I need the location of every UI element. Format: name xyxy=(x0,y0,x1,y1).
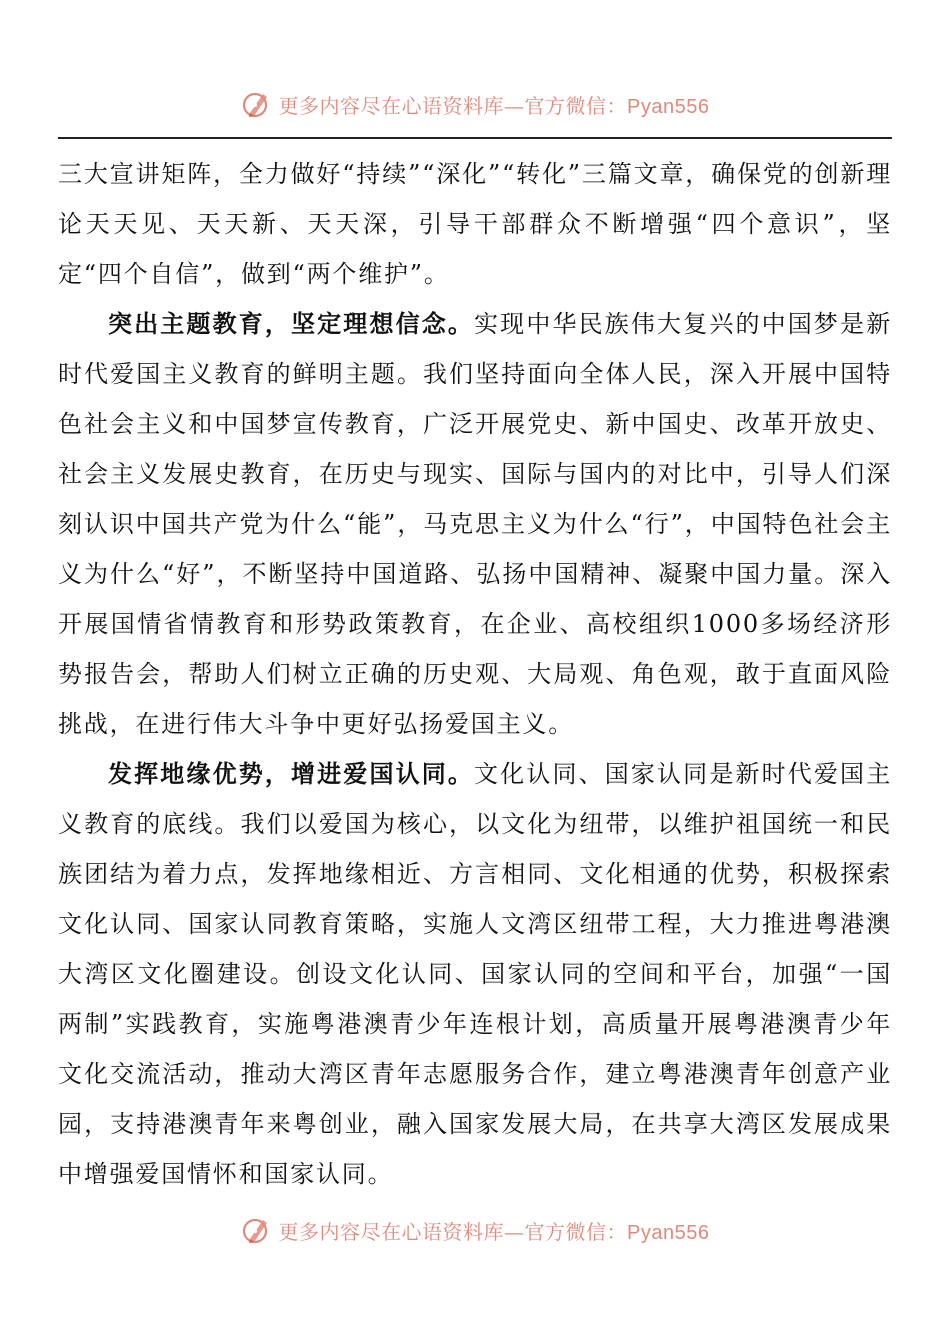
paragraph-text: 实现中华民族伟大复兴的中国梦是新时代爱国主义教育的鲜明主题。我们坚持面向全体人民，深入开展中国特色社会主义和中国梦宣传教育，广泛开展党史、新中国史、改革开放史、社会主义发展史教育，在历史与现实、国际与国内的对比中，引导人们深刻认识中国共产党为什么“能”，马克思主义为什么“行”，中国特色社会主义为什么“好”，不断坚持中国道路、弘扬中国精神、凝聚中国力量。深入开展国情省情教育和形势政策教育，在企业、高校组织1000多场经济形势报告会，帮助人们树立正确的历史观、大局观、角色观，敢于直面风险挑战，在进行伟大斗争中更好弘扬爱国主义。 xyxy=(58,310,892,738)
banner-text xyxy=(279,1216,710,1245)
banner-text xyxy=(279,90,710,119)
paragraph-1 xyxy=(58,149,892,299)
header-divider xyxy=(58,137,892,139)
banner-label: 更多内容尽在心语资料库—官方微信： xyxy=(278,93,628,118)
paragraph-text: 三大宣讲矩阵，全力做好“持续”“深化”“转化”三篇文章，确保党的创新理论天天见、天天新、天天深，引导干部群众不断增强“四个意识”，坚定“四个自信”，做到“两个维护”。 xyxy=(58,160,892,288)
document-body xyxy=(58,149,892,1199)
header-banner xyxy=(0,82,950,126)
paragraph-3 xyxy=(58,749,892,1199)
footer-banner xyxy=(0,1208,950,1252)
pen-nib-logo-icon xyxy=(241,1215,271,1245)
wechat-id: Pyan556 xyxy=(627,1221,710,1244)
paragraph-lead: 突出主题教育，坚定理想信念。 xyxy=(108,309,475,338)
paragraph-lead: 发挥地缘优势，增进爱国认同。 xyxy=(108,759,475,788)
wechat-id: Pyan556 xyxy=(627,95,710,118)
paragraph-text: 文化认同、国家认同是新时代爱国主义教育的底线。我们以爱国为核心，以文化为纽带，以维护祖国统一和民族团结为着力点，发挥地缘相近、方言相同、文化相通的优势，积极探索文化认同、国家认同教育策略，实施人文湾区纽带工程，大力推进粤港澳大湾区文化圈建设。创设文化认同、国家认同的空间和平台，加强“一国两制”实践教育，实施粤港澳青少年连根计划，高质量开展粤港澳青少年文化交流活动，推动大湾区青年志愿服务合作，建立粤港澳青年创意产业园，支持港澳青年来粤创业，融入国家发展大局，在共享大湾区发展成果中增强爱国情怀和国家认同。 xyxy=(58,760,892,1188)
banner-label: 更多内容尽在心语资料库—官方微信： xyxy=(278,1219,628,1244)
pen-nib-logo-icon xyxy=(241,89,271,119)
paragraph-2 xyxy=(58,299,892,749)
